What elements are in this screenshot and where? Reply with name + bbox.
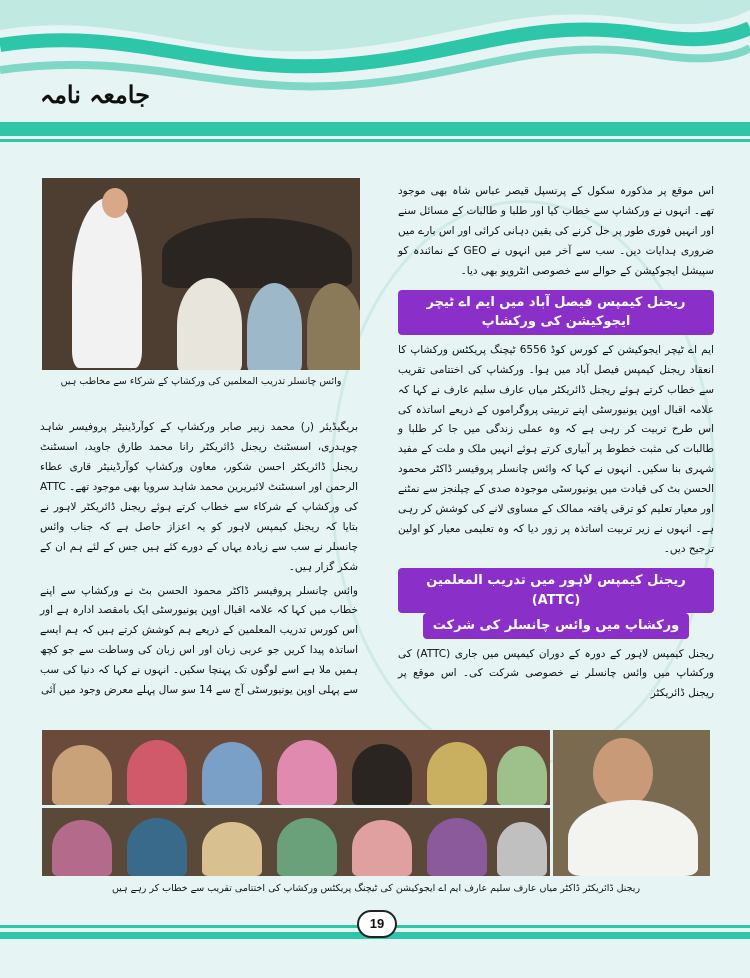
top-photo-caption: وائس چانسلر تدریب المعلمین کی ورکشاپ کے شرکاء سے مخاطب ہیں: [60, 376, 342, 387]
heading-attc-line2: ورکشاپ میں وائس چانسلر کی شرکت: [423, 613, 689, 639]
right-paragraph-3: ریجنل کیمپس لاہور کے دورہ کے دوران کیمپس میں جاری (ATTC) کی ورکشاپ میں وائس چانسلر نے خصوصی شرکت کی۔ اس موقع پر ریجنل ڈائریکٹر: [398, 647, 714, 700]
masthead-title: جامعہ نامہ: [40, 80, 150, 109]
left-paragraph-2: وائس چانسلر پروفیسر ڈاکٹر محمود الحسن بٹ نے ورکشاپ سے اپنے خطاب میں کہا کہ علامہ اقبال اوپن یونیورسٹی ایک بامقصد ادارہ ہے اور اس کورس تدریب المعلمین کے ذریعے ہم کوشش کرتے ہیں کہ ہم ایسے اساتذہ پیدا کریں جو عربی زبان اور اس زبان کی وساطت سے جو کچھ ہمیں ملا ہے اسے لوگوں تک پہنچا سکیں۔ انہوں نے کہا کہ دنیا کی سب سے پہلی اوپن یونیورسٹی آج سے 14 سو سال پہلے معرض وجود میں آئی: [40, 584, 358, 697]
page-header: [0, 0, 750, 160]
heading-faisalabad-text: ریجنل کیمپس فیصل آباد میں ایم اے ٹیچر ایجوکیشن کی ورکشاپ: [398, 290, 714, 335]
left-column: [40, 418, 358, 705]
page-number: 19: [357, 910, 397, 938]
vc-address-photo: [42, 178, 360, 370]
heading-attc-lahore: [398, 568, 714, 639]
heading-faisalabad-workshop: [398, 290, 714, 335]
regional-director-photo: [553, 730, 710, 876]
workshop-participants-photo-bottom: [42, 808, 550, 876]
bottom-photo-caption: ریجنل ڈائریکٹر ڈاکٹر میاں عارف سلیم عارف ایم اے ایجوکیشن کی ٹیچنگ پریکٹس ورکشاپ کی اختتامی تقریب سے خطاب کر رہے ہیں: [111, 883, 641, 894]
workshop-participants-photo-top: [42, 730, 550, 805]
right-column: [398, 182, 714, 708]
right-paragraph-2: ایم اے ٹیچر ایجوکیشن کے کورس کوڈ 6556 ٹیچنگ پریکٹس ورکشاپ کا انعقاد ریجنل کیمپس فیصل آباد میں ہوا۔ ورکشاپ کی اختتامی تقریب سے خطاب کرتے ہوئے ریجنل ڈائریکٹر میاں عارف سلیم عارف نے کہا کہ علامہ اقبال اوپن یونیورسٹی اپنے تربیتی پروگراموں کے ذریعے اساتذہ کی اس طرح تربیت کر رہی ہے کہ وہ عملی زندگی میں جا کر طلبا و طالبات کی مثبت خطوط پر آبیاری کرتے ہوئے انہیں ملک و ملت کے مفید شہری بنا سکیں۔ انہوں نے کہا کہ وائس چانسلر پروفیسر ڈاکٹر محمود الحسن بٹ کی قیادت میں یونیورسٹی موجودہ صدی کے چیلنجز سے نمٹنے اور معیار تعلیم کو ترقی یافتہ ممالک کے مساوی لانے کی کوشش کر رہی ہے۔ انہوں نے زیر تربیت اساتذہ پر زور دیا کہ وہ تعلیمی معیار کو اولین ترجیح دیں۔: [398, 343, 714, 556]
left-paragraph-1: بریگیڈیئر (ر) محمد زبیر صابر ورکشاپ کے کوآرڈینیٹر پروفیسر شاہد چوہدری، اسسٹنٹ ریجنل ڈائریکٹر رانا محمد طارق جاوید، اسسٹنٹ ریجنل ڈائریکٹر احسن شکور، معاون ورکشاپ کوآرڈینیٹر قاری عطاء الرحمن اور اسسٹنٹ لائبریرین محمد شاہد سرویا بھی موجود تھے۔ ATTC کی ورکشاپ کے شرکاء سے خطاب کرتے ہوئے ریجنل ڈائریکٹر لاہور نے بتایا کہ ریجنل کیمپس لاہور کو یہ اعزاز حاصل ہے کہ جناب وائس چانسلر نے سب سے زیادہ یہاں کے دورے کئے ہیں جس کے لئے ہم ان کے شکر گزار ہیں۔: [40, 421, 358, 573]
right-paragraph-1: اس موقع پر مذکورہ سکول کے پرنسپل قیصر عباس شاہ بھی موجود تھے۔ انہوں نے ورکشاپ سے خطاب کیا اور طلبا و طالبات کے مسائل سنے اور انہیں فوری طور پر حل کرنے کی یقین دہانی کرائی اور اس بارے میں ضروری ہدایات دیں۔ سب سے آخر میں انہوں نے GEO کے نمائندہ کو سپیشل ایجوکیشن کے حوالے سے خصوصی انٹرویو بھی دیا۔: [398, 185, 714, 277]
heading-attc-line1: ریجنل کیمپس لاہور میں تدریب المعلمین (ATTC): [398, 568, 714, 613]
